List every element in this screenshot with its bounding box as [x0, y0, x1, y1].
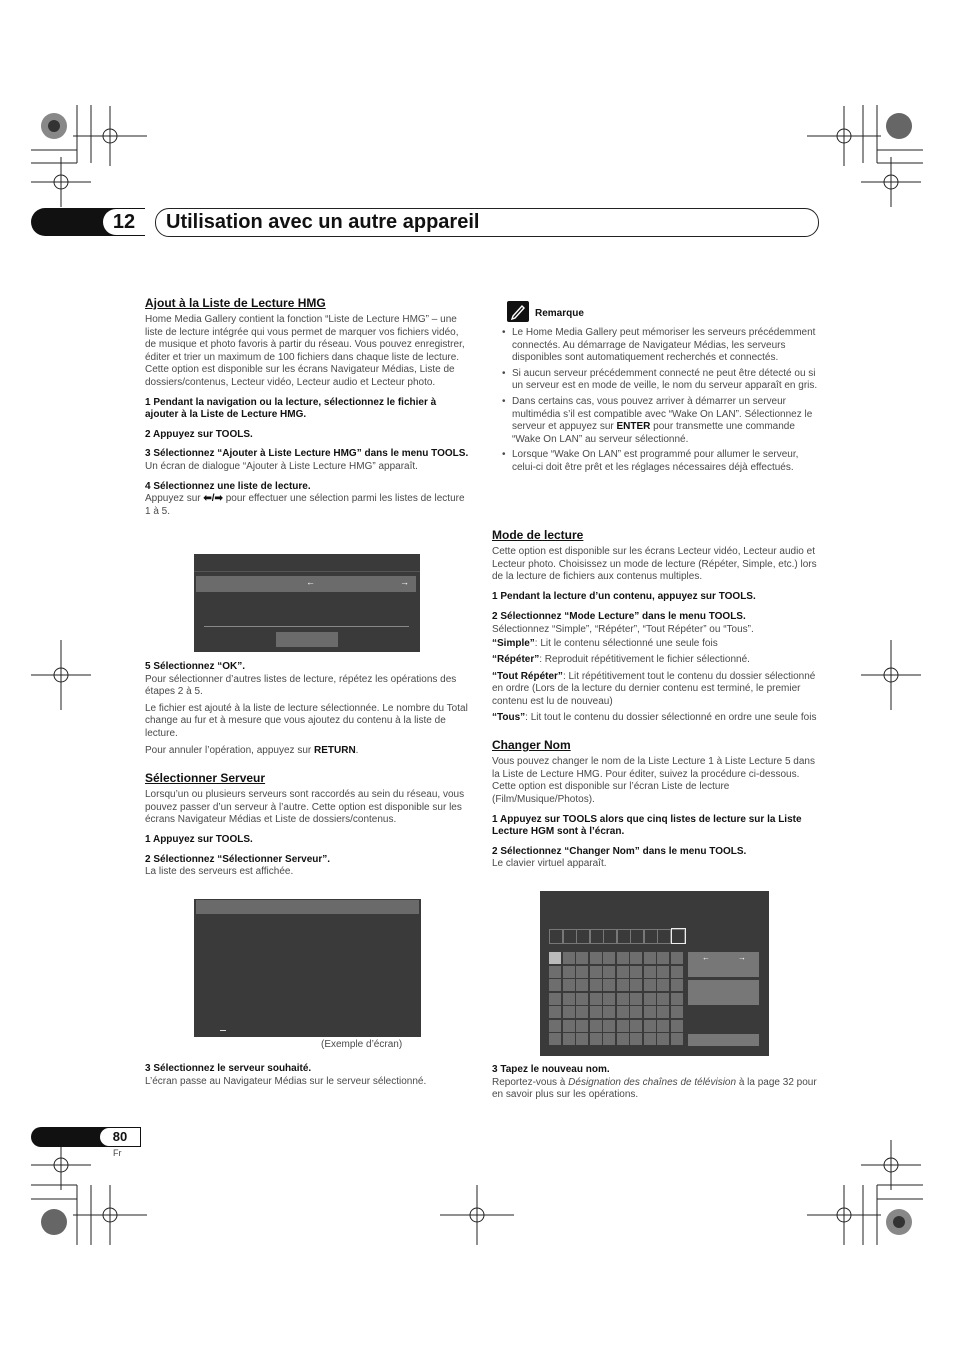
ajout-step-3-text: Un écran de dialogue “Ajouter à Liste Lecture HMG” apparaît.	[145, 460, 418, 472]
left-column-part2	[145, 661, 470, 879]
keyboard-key[interactable]	[671, 979, 683, 991]
changer-intro: Vous pouvez changer le nom de la Liste Lecture 1 à Liste Lecture 5 dans la Liste de Lecture HMG. Pour éditer, suivez la procédure ci-dessous. Cette option est disponible sur l’écran Liste de lecture (Film/Musique/Photos).	[492, 756, 815, 805]
step3-text-a: Reportez-vous à	[492, 1076, 569, 1088]
chapter-title: Utilisation avec un autre appareil	[166, 211, 480, 233]
step4-text-a: Appuyez sur	[145, 493, 204, 505]
keyboard-key[interactable]	[671, 993, 683, 1005]
key-grid	[549, 952, 687, 1044]
keyboard-key[interactable]	[657, 1006, 669, 1018]
server-list-screen	[194, 899, 421, 1037]
keyboard-key[interactable]	[617, 952, 629, 964]
note-item-3	[502, 396, 818, 446]
right-column-part2	[492, 528, 818, 871]
ajout-step-3: 3 Sélectionnez “Ajouter à Liste Lecture HMG” dans le menu TOOLS.	[145, 448, 469, 460]
keyboard-key[interactable]	[657, 952, 669, 964]
function-key[interactable]	[688, 980, 759, 1005]
keyboard-key[interactable]	[657, 966, 669, 978]
ajout-step-5-text: Pour sélectionner d’autres listes de lecture, répétez les opérations des étapes 2 à 5.	[145, 673, 457, 698]
ajout-step-2: 2 Appuyez sur TOOLS.	[145, 428, 253, 440]
left-column	[145, 296, 470, 518]
note-item-1: • Le Home Media Gallery peut mémoriser les serveurs précédemment connectés. Au démarrage de Navigateur Médias, les serveurs disponibles sont automatiquement recherchés et connectés.	[502, 327, 818, 365]
keyboard-key[interactable]	[630, 966, 642, 978]
arrow-keys-icon: ⬅/➡	[203, 493, 223, 505]
name-char-slot	[644, 929, 658, 944]
keyboard-key[interactable]	[549, 979, 561, 991]
keyboard-key[interactable]	[617, 1020, 629, 1032]
keyboard-key[interactable]	[590, 979, 602, 991]
keyboard-key[interactable]	[576, 993, 588, 1005]
keyboard-key[interactable]	[644, 966, 656, 978]
mode-intro: Cette option est disponible sur les écrans Lecteur vidéo, Lecteur audio et Lecteur photo. Choisissez un mode de lecture (Répéter, Simple, etc.) lors de la lecture de fichiers aux contenus multiples.	[492, 546, 817, 583]
keyboard-key[interactable]	[590, 1020, 602, 1032]
para3-text-a: Pour annuler l’opération, appuyez sur	[145, 744, 314, 756]
add-playlist-dialog-screen	[194, 554, 420, 652]
name-char-slot	[630, 929, 644, 944]
name-input-row	[549, 929, 687, 944]
name-char-slot	[549, 929, 563, 944]
cursor-mark	[220, 1030, 226, 1031]
left-arrow-icon: ←	[702, 953, 710, 962]
note-list	[502, 327, 818, 475]
keyboard-key[interactable]	[617, 993, 629, 1005]
playlist-selector[interactable]	[196, 576, 416, 592]
note3-text-a: Dans certains cas, vous pouvez arriver à démarrer un serveur multimédia s’il est compatible avec “Wake On LAN”. Sélectionnez le serveur et appuyez sur	[512, 395, 813, 433]
keyboard-key[interactable]	[549, 1006, 561, 1018]
keyboard-key[interactable]	[563, 993, 575, 1005]
right-column-part3	[492, 1064, 818, 1102]
ajout-para-2: Le fichier est ajouté à la liste de lecture sélectionnée. Le nombre du Total change au fur et à mesure que vous ajoutez du contenu à la liste de lecture.	[145, 702, 468, 739]
right-arrow-icon: →	[400, 577, 409, 587]
keyboard-key[interactable]	[603, 979, 615, 991]
keyboard-key[interactable]	[590, 1033, 602, 1045]
right-column	[502, 327, 818, 478]
keyboard-key[interactable]	[671, 952, 683, 964]
keyboard-key[interactable]	[576, 952, 588, 964]
keyboard-key[interactable]	[590, 952, 602, 964]
cross-reference[interactable]: Désignation des chaînes de télévision	[568, 1076, 737, 1088]
left-arrow-icon: ←	[306, 577, 315, 587]
keyboard-key[interactable]	[617, 1033, 629, 1045]
section-title-mode: Mode de lecture	[492, 528, 584, 542]
name-char-slot	[576, 929, 590, 944]
ajout-intro: Home Media Gallery contient la fonction “Liste de Lecture HMG” – une liste de lecture intégrée qui vous permet de marquer vos fichiers vidéo, de musique et photo favoris à partir du réseau. Vous pouvez enregistrer, éditer et trier un maximum de 100 fichiers dans chaque liste de lecture. Cette option est disponible sur les écrans Navigateur Médias, Liste de dossiers/contenus, Lecteur vidéo, Lecteur audio et Lecteur photo.	[145, 314, 465, 388]
keyboard-key[interactable]	[549, 993, 561, 1005]
changer-step-3: 3 Tapez le nouveau nom.	[492, 1064, 610, 1075]
mode-step-2-text: Sélectionnez “Simple”, “Répéter”, “Tout Répéter” ou “Tous”.	[492, 623, 754, 635]
mode-simple-label: “Simple”	[492, 637, 535, 649]
keyboard-key[interactable]	[549, 966, 561, 978]
name-char-slot	[617, 929, 631, 944]
virtual-keyboard-screen	[540, 891, 769, 1056]
name-cursor-slot	[671, 928, 686, 944]
serveur-step-1: 1 Appuyez sur TOOLS.	[145, 833, 253, 845]
keyboard-key[interactable]	[603, 1033, 615, 1045]
name-char-slot	[657, 929, 671, 944]
server-list-header	[196, 900, 419, 914]
keyboard-key[interactable]	[630, 1020, 642, 1032]
keyboard-key[interactable]	[576, 1033, 588, 1045]
mode-repeter-label: “Répéter”	[492, 654, 540, 666]
dialog-divider	[194, 571, 420, 572]
return-key: RETURN	[314, 744, 356, 756]
mode-tout-repeter	[492, 671, 818, 709]
keyboard-key[interactable]	[671, 966, 683, 978]
serveur-step-2-text: La liste des serveurs est affichée.	[145, 866, 294, 878]
serveur-step-2: 2 Sélectionnez “Sélectionner Serveur”.	[145, 853, 331, 865]
ok-button[interactable]	[276, 632, 338, 647]
serveur-step-3-text: L’écran passe au Navigateur Médias sur le serveur sélectionné.	[145, 1075, 427, 1087]
mode-repeter	[492, 654, 818, 667]
keyboard-key[interactable]	[603, 1020, 615, 1032]
changer-step-2-text: Le clavier virtuel apparaît.	[492, 858, 607, 870]
note3-text-b: pour transmette une commande “Wake On LAN” au serveur sélectionné.	[512, 421, 795, 445]
screen-caption: (Exemple d’écran)	[321, 1039, 403, 1050]
keyboard-key[interactable]	[590, 966, 602, 978]
keyboard-key[interactable]	[576, 1006, 588, 1018]
done-key[interactable]	[688, 1034, 759, 1046]
keyboard-key[interactable]	[644, 1020, 656, 1032]
keyboard-key[interactable]	[630, 993, 642, 1005]
right-arrow-icon: →	[738, 953, 746, 962]
section-title-serveur: Sélectionner Serveur	[145, 771, 266, 786]
chapter-number: 12	[103, 209, 145, 235]
section-title-ajout: Ajout à la Liste de Lecture HMG	[145, 296, 326, 310]
keyboard-key[interactable]	[644, 952, 656, 964]
keyboard-key[interactable]	[644, 993, 656, 1005]
ajout-step-1: 1 Pendant la navigation ou la lecture, sélectionnez le fichier à ajouter à la Liste de Lecture HMG.	[145, 396, 437, 421]
keyboard-key[interactable]	[549, 1020, 561, 1032]
keyboard-key[interactable]	[549, 1033, 561, 1045]
left-column-part3	[145, 1063, 470, 1088]
mode-tous	[492, 712, 818, 725]
note-title: Remarque	[535, 308, 584, 319]
keyboard-key[interactable]	[603, 966, 615, 978]
keyboard-key[interactable]	[576, 966, 588, 978]
keyboard-key[interactable]	[563, 952, 575, 964]
ajout-step-4: 4 Sélectionnez une liste de lecture.	[145, 480, 311, 492]
keyboard-key[interactable]	[644, 1033, 656, 1045]
ajout-step-5: 5 Sélectionnez “OK”.	[145, 661, 246, 672]
keyboard-key[interactable]	[657, 1020, 669, 1032]
mode-simple-desc: : Lit le contenu sélectionné une seule fois	[534, 637, 718, 649]
changer-step-1: 1 Appuyez sur TOOLS alors que cinq listes de lecture sur la Liste Lecture HGM sont à l’écran.	[492, 813, 802, 838]
language-code: Fr	[113, 1148, 122, 1158]
keyboard-key[interactable]	[630, 952, 642, 964]
mode-tous-label: “Tous”	[492, 711, 526, 723]
changer-step-2: 2 Sélectionnez “Changer Nom” dans le menu TOOLS.	[492, 845, 747, 857]
mode-simple	[492, 638, 818, 651]
keyboard-key[interactable]	[603, 993, 615, 1005]
serveur-step-3: 3 Sélectionnez le serveur souhaité.	[145, 1063, 312, 1074]
keyboard-key[interactable]	[563, 966, 575, 978]
direction-keys[interactable]	[688, 952, 759, 977]
keyboard-key[interactable]	[644, 979, 656, 991]
keyboard-key[interactable]	[644, 1006, 656, 1018]
keyboard-key[interactable]	[630, 979, 642, 991]
section-title-changer: Changer Nom	[492, 738, 571, 753]
keyboard-key[interactable]	[563, 1033, 575, 1045]
keyboard-key[interactable]	[630, 1033, 642, 1045]
keyboard-key[interactable]	[617, 966, 629, 978]
keyboard-key[interactable]	[671, 1006, 683, 1018]
mode-step-1: 1 Pendant la lecture d’un contenu, appuyez sur TOOLS.	[492, 590, 756, 602]
enter-key: ENTER	[616, 421, 651, 433]
keyboard-key[interactable]	[617, 1006, 629, 1018]
note-item-2: • Si aucun serveur précédemment connecté ne peut être détecté ou si un serveur est en mode de veille, le nom du serveur apparaît en gris.	[502, 368, 818, 393]
keyboard-key[interactable]	[563, 1020, 575, 1032]
mode-tout-repeter-desc: : Lit répétitivement tout le contenu du dossier sélectionné en ordre (Lors de la lecture du dernier contenu est terminé, le premier contenu est lu de nouveau)	[492, 670, 816, 707]
step4-text-b: pour effectuer une sélection parmi les listes de lecture 1 à 5.	[145, 493, 465, 517]
keyboard-key[interactable]	[576, 1020, 588, 1032]
keyboard-key[interactable]	[576, 979, 588, 991]
changer-step-3-text	[492, 1077, 818, 1102]
pencil-icon	[507, 301, 529, 322]
keyboard-key[interactable]	[590, 993, 602, 1005]
note-icon	[507, 301, 529, 322]
ajout-step-4-text	[145, 493, 470, 518]
keyboard-key[interactable]	[657, 1033, 669, 1045]
keyboard-key[interactable]	[603, 952, 615, 964]
dialog-separator	[204, 626, 409, 627]
name-char-slot	[590, 929, 604, 944]
keyboard-key[interactable]	[603, 1006, 615, 1018]
keyboard-key[interactable]	[590, 1006, 602, 1018]
ajout-para-3	[145, 745, 470, 758]
keyboard-key[interactable]	[549, 952, 561, 964]
para3-text-b: .	[355, 744, 359, 756]
mode-tous-desc: : Lit tout le contenu du dossier sélectionné en ordre une seule fois	[525, 711, 817, 723]
keyboard-key[interactable]	[657, 993, 669, 1005]
keyboard-key[interactable]	[630, 1006, 642, 1018]
keyboard-key[interactable]	[671, 1020, 683, 1032]
name-char-slot	[563, 929, 577, 944]
name-char-slot	[603, 929, 617, 944]
keyboard-key[interactable]	[617, 979, 629, 991]
note-item-4: • Lorsque “Wake On LAN” est programmé pour allumer le serveur, celui-ci doit être prêt et les réglages nécessaires déjà effectués.	[502, 449, 818, 474]
keyboard-key[interactable]	[657, 979, 669, 991]
keyboard-key[interactable]	[563, 979, 575, 991]
mode-repeter-desc: : Reproduit répétitivement le fichier sélectionné.	[539, 654, 750, 666]
page-number: 80	[100, 1128, 140, 1146]
keyboard-key[interactable]	[671, 1033, 683, 1045]
mode-tout-repeter-label: “Tout Répéter”	[492, 670, 563, 682]
mode-step-2: 2 Sélectionnez “Mode Lecture” dans le menu TOOLS.	[492, 611, 746, 623]
keyboard-key[interactable]	[563, 1006, 575, 1018]
serveur-intro: Lorsqu’un ou plusieurs serveurs sont raccordés au sein du réseau, vous pouvez passer d’un serveur à l’autre. Cette option est disponible sur les écrans Navigateur Médias et Liste de dossiers/contenus.	[145, 789, 465, 826]
step3-text-b: à la page 32 pour en savoir plus sur les opérations.	[492, 1076, 817, 1101]
